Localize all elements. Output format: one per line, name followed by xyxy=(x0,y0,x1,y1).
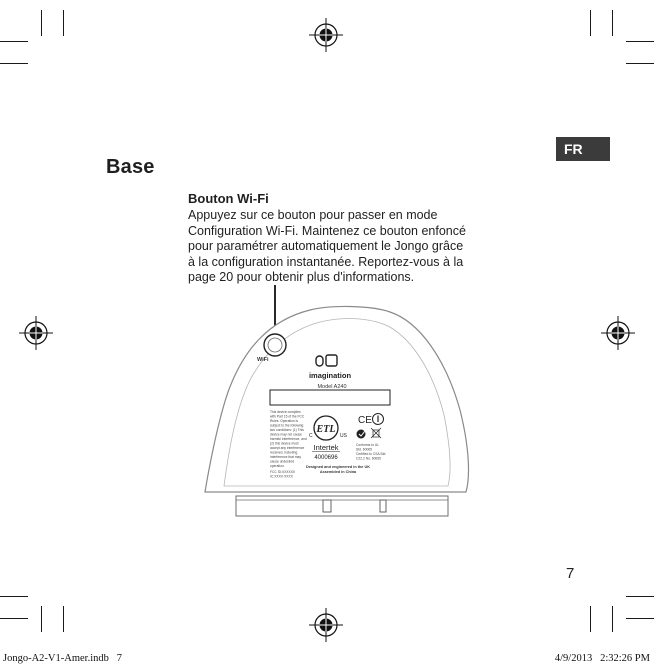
svg-text:Conforms to UL: Conforms to UL xyxy=(356,443,380,447)
svg-text:received, including: received, including xyxy=(270,450,298,455)
device-port xyxy=(323,500,331,512)
svg-text:two conditions: (1) This: two conditions: (1) This xyxy=(270,428,304,432)
svg-text:This device complies: This device complies xyxy=(270,410,301,414)
footer-timestamp: 4/9/2013 2:32:26 PM xyxy=(554,653,650,664)
model-number: Model A240 xyxy=(317,384,347,390)
svg-text:C22.2 No. 60065: C22.2 No. 60065 xyxy=(356,456,381,461)
svg-text:ETL: ETL xyxy=(316,424,336,435)
device-base-plate xyxy=(236,496,448,516)
assembly-origin-line: Assembled in China xyxy=(319,470,357,474)
svg-text:subject to the following: subject to the following xyxy=(270,423,304,428)
wifi-button-label: WiFi xyxy=(257,357,269,363)
svg-text:with Part 15 of the FCC: with Part 15 of the FCC xyxy=(270,414,305,419)
svg-text:Rules. Operation is: Rules. Operation is xyxy=(270,419,299,423)
svg-text:device may not cause: device may not cause xyxy=(270,432,302,437)
svg-text:operation.: operation. xyxy=(270,464,285,468)
svg-text:FCC ID:XXXXXX: FCC ID:XXXXXX xyxy=(270,470,296,474)
c-tick-mark-icon xyxy=(357,430,366,439)
svg-text:(2) this device must: (2) this device must xyxy=(270,441,299,446)
callout-title: Bouton Wi-Fi xyxy=(188,191,269,206)
device-port xyxy=(380,500,386,512)
design-origin-line: Designed and engineered in the UK xyxy=(306,465,370,469)
svg-text:accept any interference: accept any interference xyxy=(270,446,305,450)
callout-body: Appuyez sur ce bouton pour passer en mode Configuration Wi-Fi. Maintenez ce bouton enfoncé pour paramétrer automatiquement le Jongo grâce à la configuration instantanée. Reportez-vous à la page 20 pour obtenir plus d'informations. xyxy=(188,208,466,285)
footer-file-name: Jongo-A2-V1-Amer.indb 7 xyxy=(3,653,122,664)
svg-text:interference that may: interference that may xyxy=(270,455,301,459)
ce-mark-icon: CE xyxy=(358,415,372,426)
intertek-label: Intertek xyxy=(313,443,339,452)
svg-text:Certified to CSA Std.: Certified to CSA Std. xyxy=(356,452,387,456)
brand-name: imagination xyxy=(308,371,352,380)
etl-us-mark: US xyxy=(340,433,347,439)
etl-c-mark: C xyxy=(309,433,313,439)
serial-label-box xyxy=(270,390,390,405)
section-heading: Base xyxy=(106,156,155,178)
page-number: 7 xyxy=(566,565,575,582)
svg-text:harmful interference, and: harmful interference, and xyxy=(270,437,307,441)
svg-text:IC:XXXX-XXXX: IC:XXXX-XXXX xyxy=(270,474,293,479)
svg-text:cause undesired: cause undesired xyxy=(270,459,295,464)
svg-text:Std. 60065: Std. 60065 xyxy=(356,447,372,452)
intertek-number: 4000696 xyxy=(314,455,338,461)
language-tab: FR xyxy=(556,137,610,161)
